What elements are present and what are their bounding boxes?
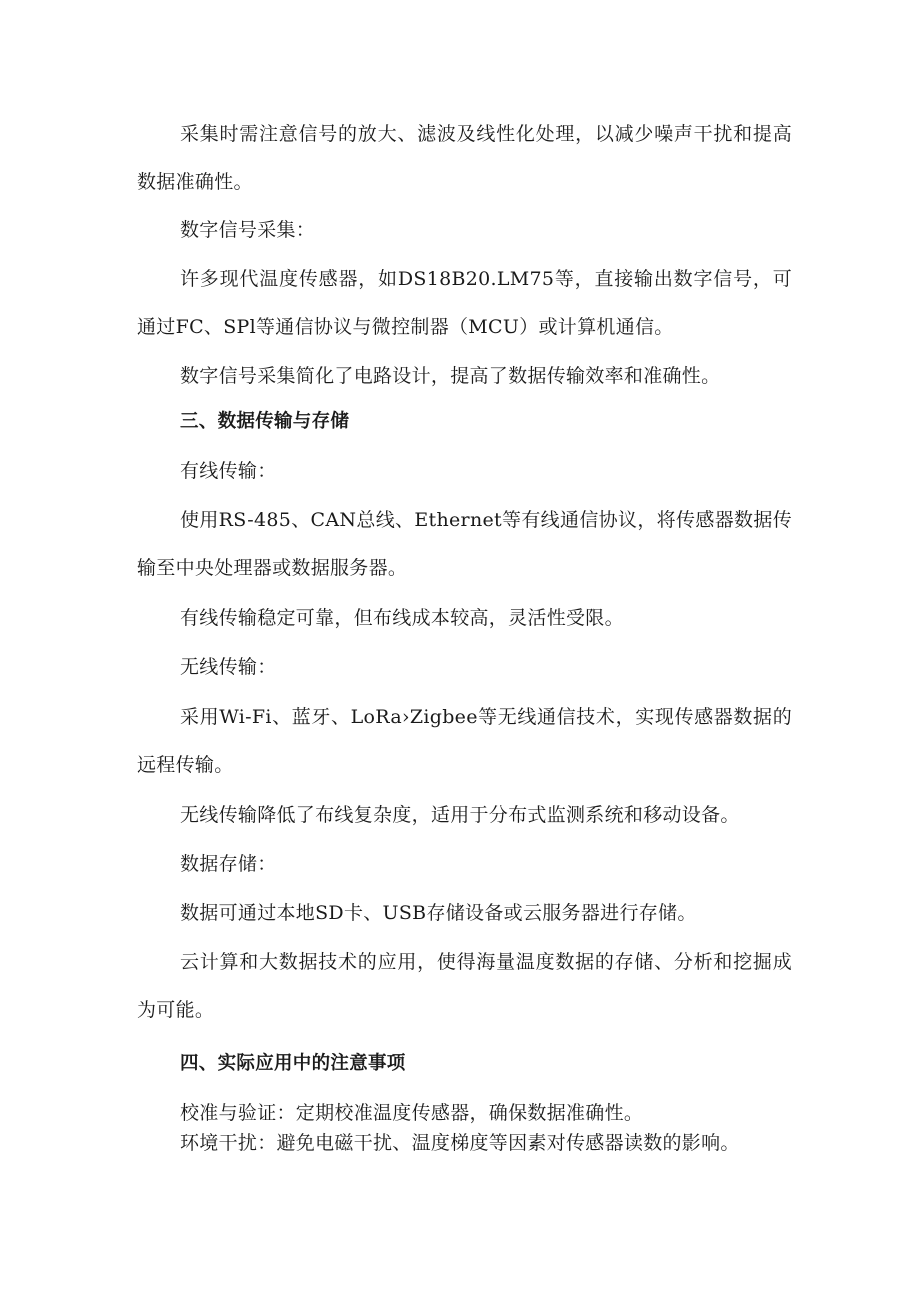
- paragraph-digital-benefits: 数字信号采集简化了电路设计，提高了数据传输效率和准确性。: [180, 365, 721, 387]
- paragraph-storage-heading: 数据存储：: [180, 853, 277, 875]
- paragraph-wired-protocols: 使用RS-485、CAN总线、Ethernet等有线通信协议，将传感器数据传输至中央处理器或数据服务器。: [137, 509, 792, 579]
- paragraph-wired-heading: 有线传输：: [180, 460, 277, 482]
- paragraph-storage-options: 数据可通过本地SD卡、USB存储设备或云服务器进行存储。: [180, 902, 697, 924]
- section-heading-transmission-storage: 三、数据传输与存储: [180, 411, 350, 432]
- paragraph-wireless-heading: 无线传输：: [180, 656, 277, 678]
- paragraph-calibration: 校准与验证：定期校准温度传感器，确保数据准确性。: [180, 1102, 644, 1124]
- paragraph-digital-acquisition-heading: 数字信号采集：: [180, 219, 316, 241]
- paragraph-digital-sensors: 许多现代温度传感器，如DS18B20.LM75等，直接输出数字信号，可通过FC、SPl等通信协议与微控制器（MCU）或计算机通信。: [137, 268, 792, 338]
- paragraph-wireless-technologies: 采用Wi-Fi、蓝牙、LoRa›Zigbee等无线通信技术，实现传感器数据的远程传输。: [137, 706, 792, 776]
- paragraph-environment-interference: 环境干扰：避免电磁干扰、温度梯度等因素对传感器读数的影响。: [180, 1132, 740, 1154]
- paragraph-wireless-benefits: 无线传输降低了布线复杂度，适用于分布式监测系统和移动设备。: [180, 804, 740, 826]
- paragraph-cloud-bigdata: 云计算和大数据技术的应用，使得海量温度数据的存储、分析和挖掘成为可能。: [137, 951, 792, 1021]
- paragraph-signal-processing: 采集时需注意信号的放大、滤波及线性化处理，以减少噪声干扰和提高数据准确性。: [137, 123, 792, 193]
- section-heading-practical-notes: 四、实际应用中的注意事项: [180, 1053, 406, 1074]
- paragraph-wired-tradeoffs: 有线传输稳定可靠，但布线成本较高，灵活性受限。: [180, 607, 624, 629]
